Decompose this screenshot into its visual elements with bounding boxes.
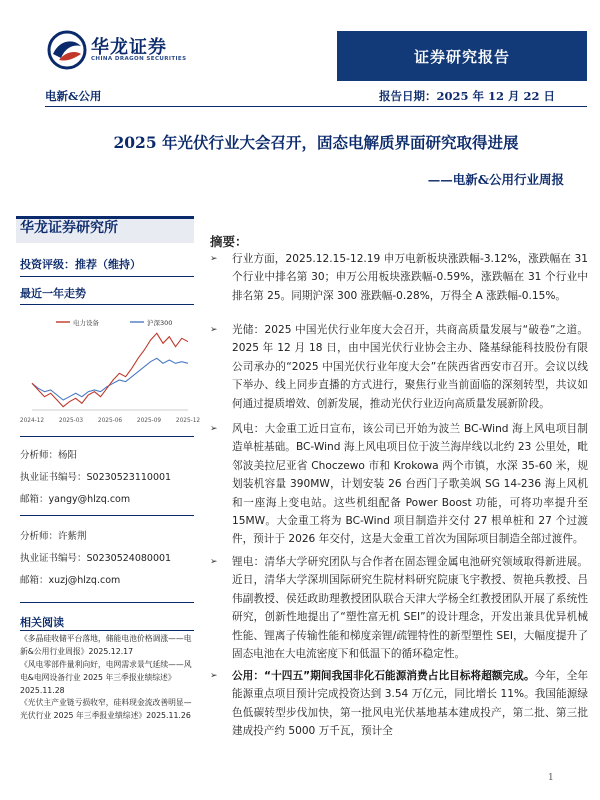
logo-text-en: CHINA DRAGON SECURITIES bbox=[91, 56, 187, 62]
bullet-text: 今年，全年能源重点项目预计完成投资达到 3.54 万亿元，同比增长 11%。我国能源绿色低碳转型步伐加快，第一批风电光伏基地基本建成投产，第二批、第三批建成投产约 5000 万千瓦，预计全 bbox=[232, 670, 588, 738]
rating-label: 投资评级： bbox=[20, 258, 75, 271]
trend-chart bbox=[19, 316, 201, 428]
related-report-link[interactable]: 《风电零部件量利向好，电网需求景气延续——风电&电网设备行业 2025 年三季报业绩综述》2025.11.28 bbox=[20, 660, 192, 695]
page-number: 1 bbox=[548, 773, 554, 783]
related-report-link[interactable]: 《多晶硅收储平台落地，储能电池价格调涨——电新&公用行业周报》2025.12.17 bbox=[20, 634, 192, 656]
analyst-license: 执业证书编号：S0230523110001 bbox=[20, 472, 172, 483]
banner-title: 证券研究报告 bbox=[413, 47, 510, 66]
institute-name: 华龙证券研究所 bbox=[20, 220, 118, 236]
bullet-arrow-icon: ➢ bbox=[210, 557, 218, 567]
sidebar-divider bbox=[20, 602, 194, 603]
related-reading-title: 相关阅读 bbox=[20, 616, 64, 629]
bullet-text: 行业方面，2025.12.15-12.19 申万电新板块涨跌幅-3.12%，涨跌幅在 31 个行业中排名第 30；申万公用板块涨跌幅-0.59%，涨跌幅在 31 个行业中排名第 25。同期沪深 300 涨跌幅-0.28%，万得全 A 涨跌幅-0.15%。 bbox=[232, 253, 588, 302]
bullet-text: 锂电：清华大学研究团队与合作者在固态锂金属电池研究领域取得新进展。近日，清华大学深圳国际研究生院材料研究院康飞宇教授、贺艳兵教授、吕伟副教授、侯廷政助理教授团队联合天津大学杨全红教授团队开展了系统性研究，创新性地提出了“塑性富无机 SEI”的设计理念，开发出兼具优异机械性能、锂离子传输性能和梯度亲锂/疏锂特性的新型塑性 SEI，大幅度提升了固态电池在大电流密度下和低温下的循环稳定性。 bbox=[232, 556, 588, 661]
header-divider bbox=[45, 106, 587, 107]
bullet-text: 光储：2025 中国光伏行业年度大会召开，共商高质量发展与“破卷”之道。2025 年 12 月 18 日，由中国光伏行业协会主办、隆基绿能科技股份有限公司承办的“2025 中国光伏行业年度大会”在陕西省西安市召开。会议以线下举办、线上同步直播的方式进行，聚焦行业当前面临的深刻转型，共议如何通过提质增效、创新发展，推动光伏行业迈向高质量发展新阶段。 bbox=[232, 324, 588, 410]
analyst-name: 分析师：杨阳 bbox=[20, 450, 78, 461]
sidebar-divider bbox=[20, 304, 194, 305]
legend-label: 电力设备 bbox=[73, 319, 99, 327]
sector-label: 电新&公用 bbox=[45, 89, 102, 103]
analyst-license: 执业证书编号：S0230524080001 bbox=[20, 553, 172, 564]
related-report-link[interactable]: 《光伏主产业链亏损收窄，硅料现金流改善明显—光伏行业 2025 年三季报业绩综述》2025.11.26 bbox=[20, 698, 192, 720]
analyst-email[interactable]: 邮箱：xuzj@hlzq.com bbox=[20, 575, 121, 586]
x-tick-label: 2025-12 bbox=[175, 418, 201, 424]
bullet-arrow-icon: ➢ bbox=[210, 424, 218, 434]
logo-text-cn: 华龙证券 bbox=[91, 37, 167, 58]
legend-label: 沪深300 bbox=[147, 319, 173, 327]
summary-bullet bbox=[210, 420, 588, 549]
trend-title: 最近一年走势 bbox=[20, 287, 86, 300]
bullet-arrow-icon: ➢ bbox=[210, 254, 218, 264]
company-logo bbox=[47, 30, 207, 70]
summary-bullet bbox=[210, 667, 588, 741]
sidebar-divider bbox=[20, 630, 194, 631]
x-tick-label: 2024-12 bbox=[19, 418, 45, 424]
summary-bullet bbox=[210, 553, 588, 663]
x-tick-label: 2025-09 bbox=[136, 418, 162, 424]
x-tick-label: 2025-06 bbox=[97, 418, 123, 424]
dragon-logo-icon bbox=[47, 30, 87, 70]
summary-bullet bbox=[210, 250, 588, 305]
bullet-text: 风电：大金重工近日宣布，该公司已开始为波兰 BC-Wind 海上风电项目制造单桩基础。BC-Wind 海上风电项目位于波兰海岸线以北约 23 公里处，毗邻波美拉尼亚省 Choczewo 市和 Krokowa 两个市镇，水深 35-60 米，规划装机容量 390MW，计划安装 26 台西门子歌美飒 SG 14-236 海上风机和一座海上变电站。这些机组配备 Power Boost 功能，可将功率提升至 15MW。大金重工将为 BC-Wind 项目制造并交付 27 根单桩和 27 个过渡件，预计于 2026 年交付，这是大金重工首次为国际项目制造全部过渡件。 bbox=[232, 423, 588, 546]
rating-value: 推荐（维持） bbox=[75, 258, 141, 271]
sidebar-divider bbox=[20, 515, 194, 516]
series-line-1 bbox=[32, 358, 188, 400]
bullet-arrow-icon: ➢ bbox=[210, 671, 218, 681]
summary-bullet bbox=[210, 321, 588, 413]
analyst-email[interactable]: 邮箱：yangy@hlzq.com bbox=[20, 494, 131, 505]
report-subtitle: ——电新&公用行业周报 bbox=[427, 172, 564, 187]
series-line-0 bbox=[32, 333, 188, 406]
x-tick-label: 2025-03 bbox=[58, 418, 84, 424]
investment-rating bbox=[20, 256, 141, 272]
bullet-arrow-icon: ➢ bbox=[210, 325, 218, 335]
report-date: 报告日期：2025 年 12 月 22 日 bbox=[378, 89, 555, 103]
analyst-name: 分析师：许紫荆 bbox=[20, 531, 87, 542]
summary-label: 摘要： bbox=[210, 234, 248, 249]
sidebar-divider bbox=[20, 436, 194, 437]
sidebar-divider bbox=[20, 276, 194, 277]
bullet-lead: 公用：“十四五”期间我国非化石能源消费占比目标将超额完成。 bbox=[232, 670, 535, 682]
report-title: 2025 年光伏行业大会召开，固态电解质界面研究取得进展 bbox=[113, 133, 519, 152]
